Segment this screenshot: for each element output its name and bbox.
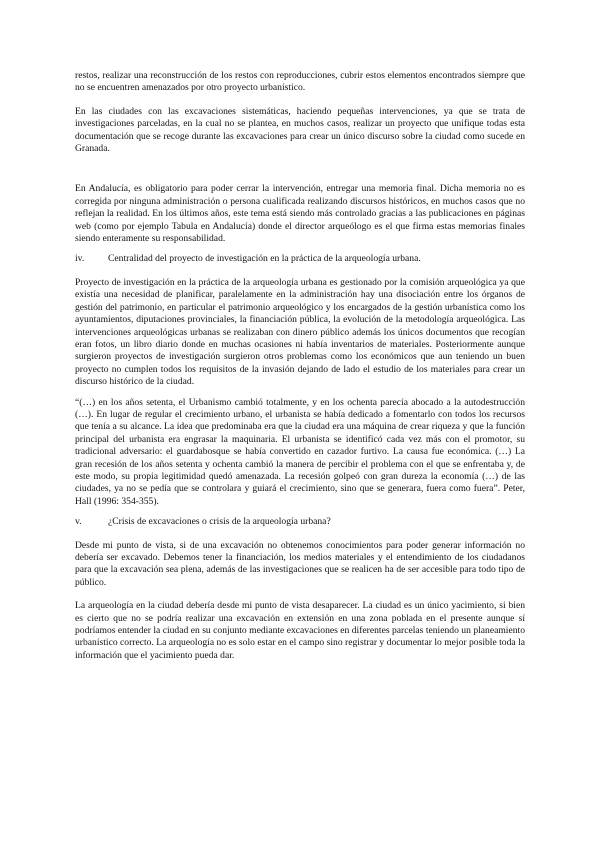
paragraph-restos: restos, realizar una reconstrucción de los restos con reproducciones, cubrir estos elementos encontrados siempre que no se encuentren amenazados por otro proyecto urbanístico.	[75, 70, 525, 94]
paragraph-punto-de-vista: Desde mi punto de vista, si de una excavación no obtenemos conocimientos para poder generar información no debería ser excavado. Debemos tener la financiación, los medios materiales y el entendimiento de los ciudadanos para que la excavación sea plena, además de las investigaciones que se realicen ha de ser accesible para todo tipo de público.	[75, 539, 525, 588]
page-body	[75, 70, 525, 662]
section-number: v.	[75, 516, 82, 528]
paragraph-arqueologia-ciudad: La arqueología en la ciudad debería desde mi punto de vista desaparecer. La ciudad es un único yacimiento, si bien es cierto que no se podría realizar una excavación en extensión en una zona poblada en el presente aunque sí podríamos entender la ciudad en su conjunto mediante excavaciones en diferentes parcelas teniendo un planeamiento urbanístico correcto. La arqueología no es solo estar en el campo sino registrar y documentar lo mejor posible toda la información que el yacimiento pueda dar.	[75, 600, 525, 661]
section-number: iv.	[75, 253, 85, 265]
section-heading-v	[75, 516, 525, 528]
paragraph-andalucia-memoria: En Andalucía, es obligatorio para poder cerrar la intervención, entregar una memoria final. Dicha memoria no es corregida por ninguna administración o persona cualificada realizando discursos históricos, en muchos casos que no reflejan la realidad. En los últimos años, este tema está siendo más controlado gracias a las publicaciones en páginas web (como por ejemplo Tabula en Andalucía) donde el director arqueólogo es el que firma estas memorias finales siendo enteramente su responsabilidad.	[75, 183, 525, 245]
paragraph-proyecto-investigacion: Proyecto de investigación en la práctica de la arqueología urbana es gestionado por la comisión arqueológica ya que existía una necesidad de planificar, paralelamente en la administración hay una disociación entre los órganos de gestión del patrimonio, en particular el patrimonio arqueológico y los encargados de la gestión urbanística como los ayuntamientos, diputaciones provinciales, la financiación pública, la evolución de la metodología arqueológica. Las intervenciones arqueológicas urbanas se realizaban con dinero público además los únicos documentos que recogían eran fotos, un libro diario donde en muchas ocasiones ni había inventarios de materiales. Posteriormente aunque surgieron proyectos de investigación surgieron otros problemas como los económicos que aun teniendo un buen proyecto no cumplen todos los requisitos de la invasión dejando de lado el estudio de los materiales para crear un discurso histórico de la ciudad.	[75, 276, 525, 388]
section-heading-iv	[75, 253, 525, 265]
section-title: Centralidad del proyecto de investigación en la práctica de la arqueología urbana.	[108, 253, 421, 265]
section-title: ¿Crisis de excavaciones o crisis de la arqueología urbana?	[108, 516, 331, 528]
paragraph-hall-quote: “(…) en los años setenta, el Urbanismo cambió totalmente, y en los ochenta parecía abocado a la autodestrucción (…). En lugar de regular el crecimiento urbano, el urbanista se había dedicado a fomentarlo con todos los recursos que tenía a su alcance. La idea que predominaba era que la ciudad era una máquina de crear riqueza y que la función principal del urbanista era engrasar la maquinaria. El urbanista se identificó cada vez más con el promotor, su tradicional adversario: el guardabosque se había convertido en cazador furtivo. La causa fue económica. (…) La gran recesión de los años setenta y ochenta cambió la manera de percibir el problema con el que se enfrentaba y, de este modo, su propia legitimidad quedó amenazada. La recesión golpeó con gran dureza la economía (…) de las ciudades, ya no se pedía que se controlara y guiará el crecimiento, sino que se generara, fuera como fuera”. Peter, Hall (1996: 354-355).	[75, 396, 525, 507]
paragraph-excavaciones-sistematicas: En las ciudades con las excavaciones sistemáticas, haciendo pequeñas intervenciones, ya que se trata de investigaciones parceladas, en la cual no se plantea, en muchos casos, realizar un proyecto que unifique todas esta documentación que se recoge durante las excavaciones para crear un único discurso sobre la ciudad como sucede en Granada.	[75, 105, 525, 155]
